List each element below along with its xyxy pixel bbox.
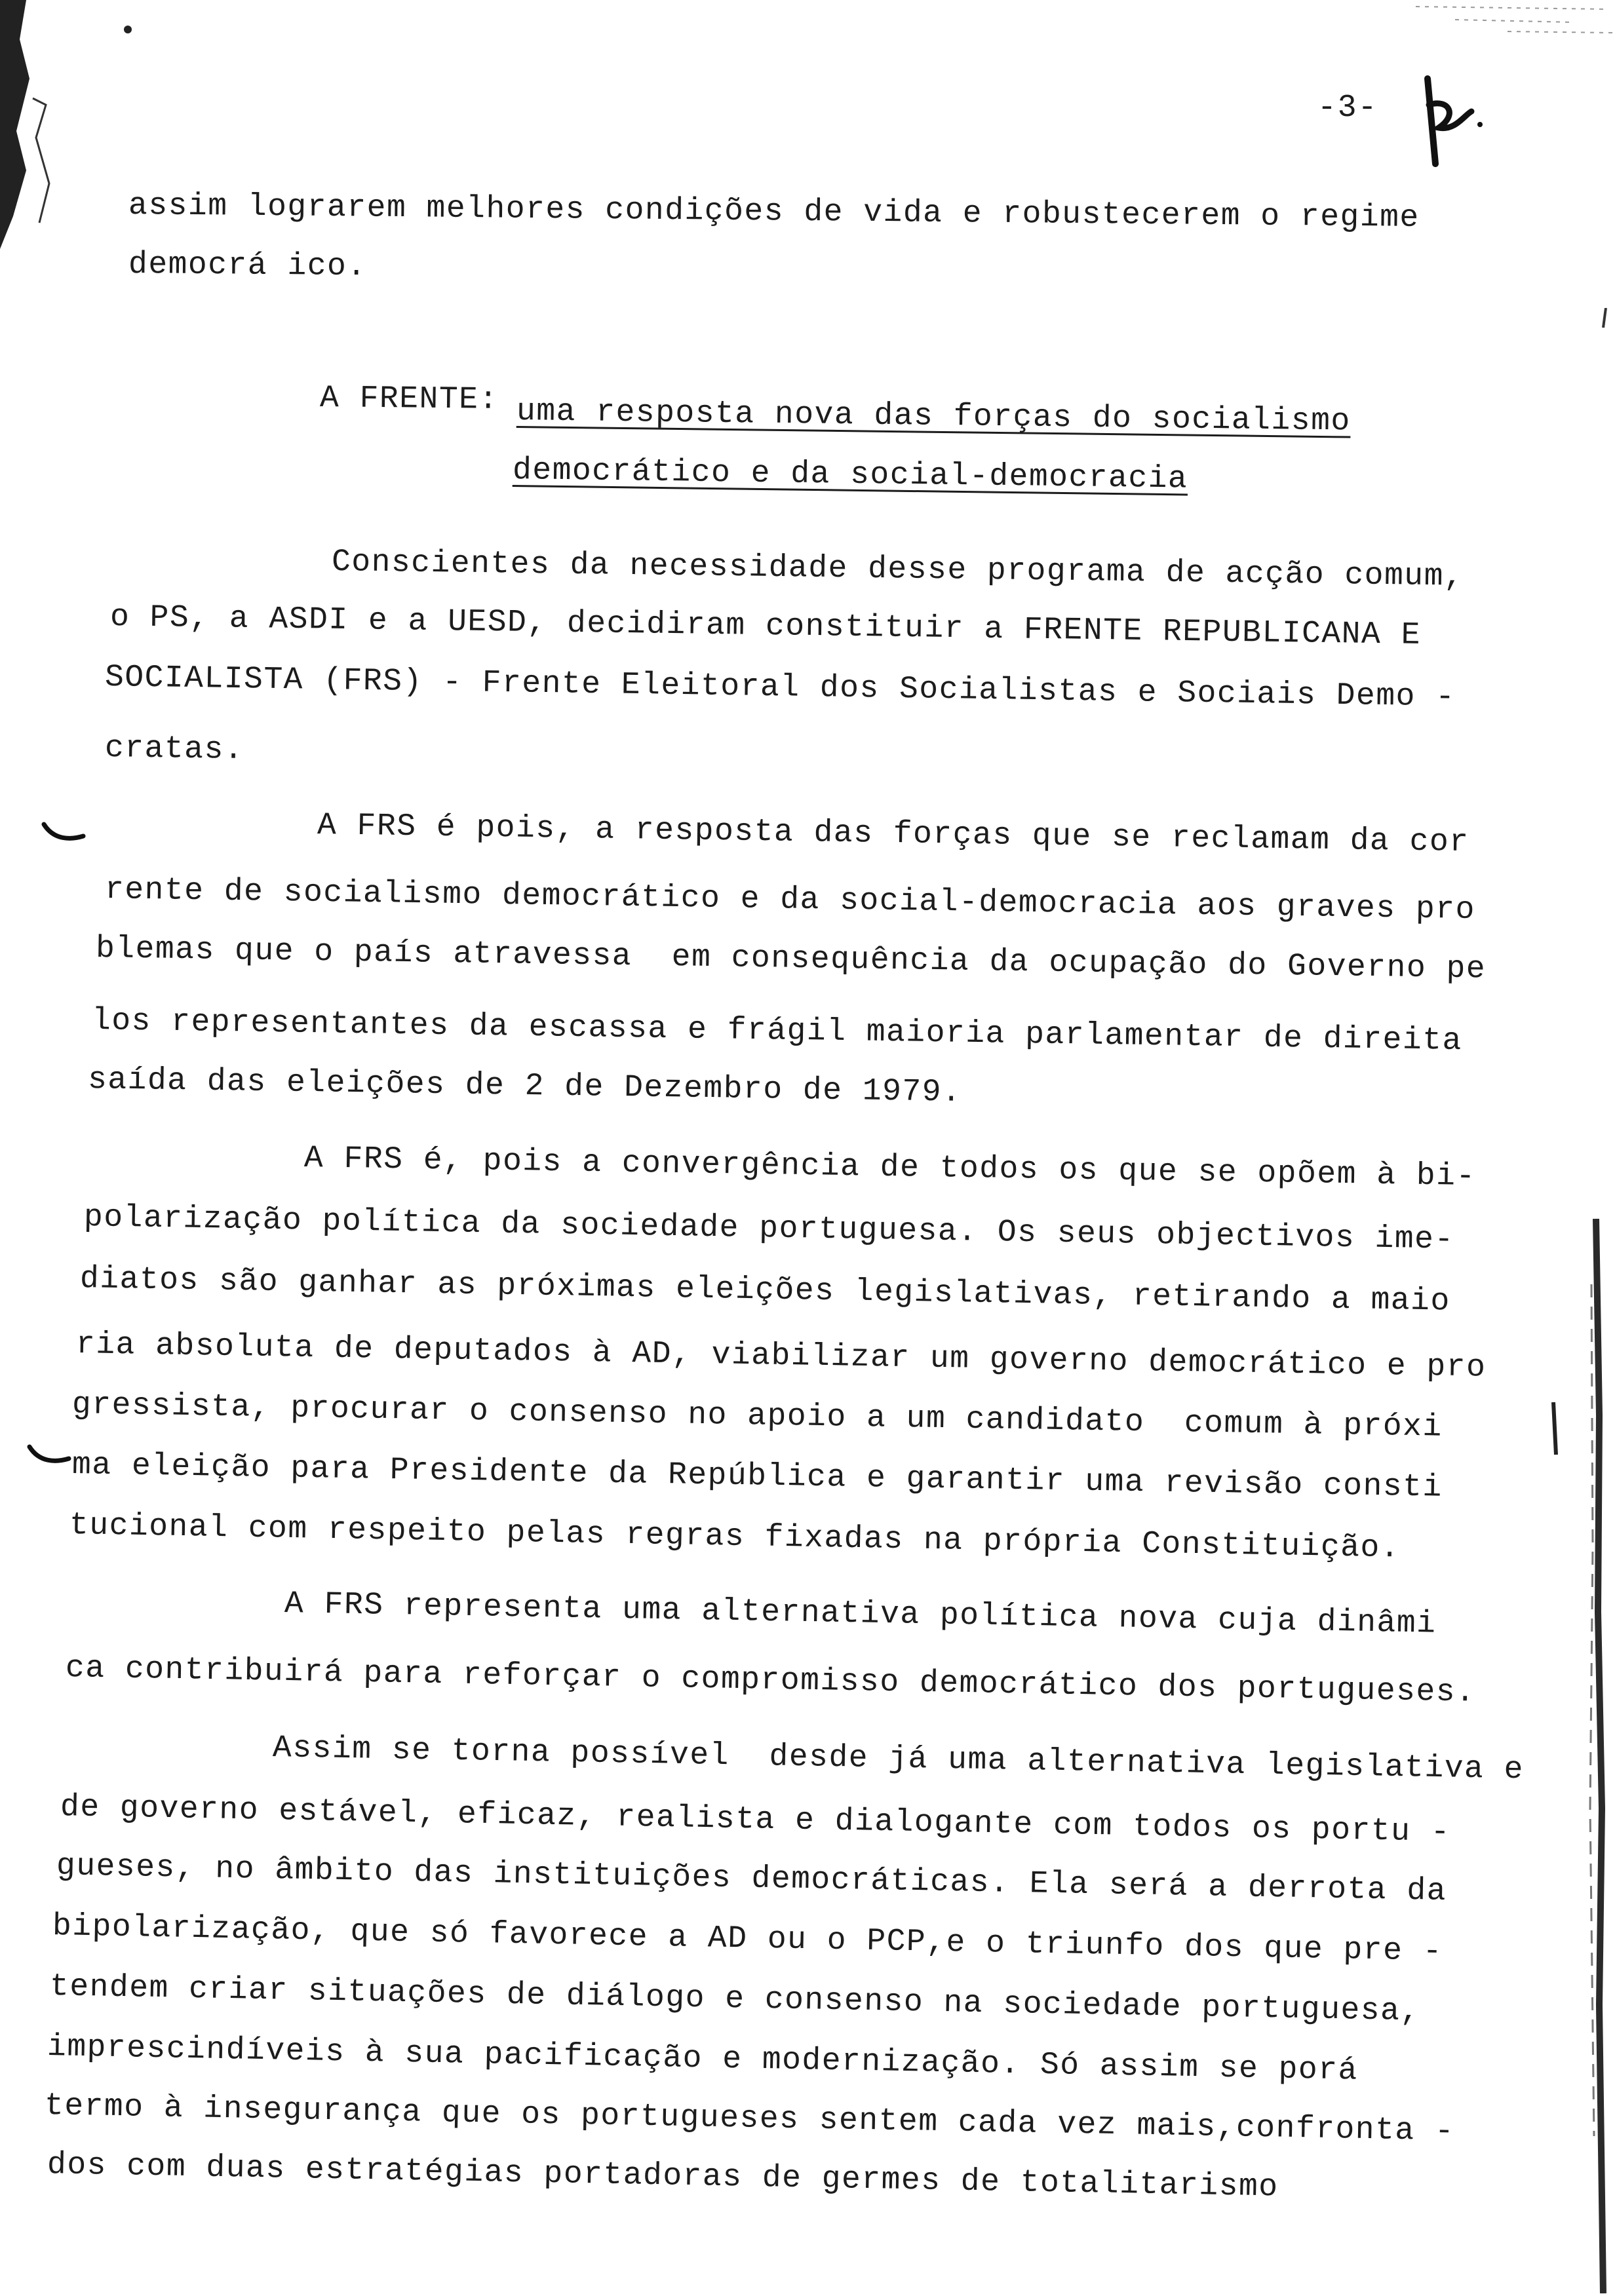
text-line: A FRS é, pois a convergência de todos os que se opõem à bi- xyxy=(303,1141,1477,1195)
text-line: polarização política da sociedade portuguesa. Os seus objectivos ime- xyxy=(83,1200,1455,1258)
scan-speck xyxy=(118,16,138,43)
text-line: Assim se torna possível desde já uma alternativa legislativa e xyxy=(272,1731,1525,1788)
text-line: rente de socialismo democrático e da social-democracia aos graves pro xyxy=(104,872,1476,928)
scan-edge-top xyxy=(1376,0,1615,46)
text-line: democrá ico. xyxy=(128,247,367,285)
page-number: -3- xyxy=(1317,90,1378,126)
text-line: tucional com respeito pelas regras fixadas na própria Constituição. xyxy=(69,1508,1401,1567)
text-line: ria absoluta de deputados à AD, viabilizar um governo democrático e pro xyxy=(75,1327,1487,1386)
scan-edge-left xyxy=(0,0,59,275)
margin-bracket-mark xyxy=(26,1442,72,1468)
text-line: SOCIALISTA (FRS) - Frente Eleitoral dos Socialistas e Sociais Demo - xyxy=(104,660,1456,716)
text-line: los representantes da escassa e frágil maioria parlamentar de direita xyxy=(91,1003,1463,1060)
text-line: ca contribuirá para reforçar o compromisso democrático dos portugueses. xyxy=(65,1651,1476,1711)
text-line: termo à insegurança que os portugueses sentem cada vez mais,confronta - xyxy=(44,2088,1455,2150)
text-line: o PS, a ASDI e a UESD, decidiram constituir a FRENTE REPUBLICANA E xyxy=(109,600,1422,653)
text-line: tendem criar situações de diálogo e consenso na sociedade portuguesa, xyxy=(49,1969,1421,2030)
text-line: blemas que o país atravessa em consequência da ocupação do Governo pe xyxy=(95,931,1487,987)
scan-edge-right xyxy=(1534,1219,1615,2293)
text-line: assim lograrem melhores condições de vida e robustecerem o regime xyxy=(128,188,1420,236)
text-line: bipolarização, que só favorece a AD ou o PCP,e o triunfo dos que pre - xyxy=(52,1909,1443,1970)
text-line: de governo estável, eficaz, realista e dialogante com todos os portu - xyxy=(60,1789,1451,1850)
text-line: gressista, procurar o consenso no apoio a um candidato comum à próxi xyxy=(71,1387,1443,1445)
margin-bracket-mark xyxy=(41,819,87,845)
text-line: cratas. xyxy=(104,731,244,768)
text-line: A FRS é pois, a resposta das forças que se reclamam da cor xyxy=(317,808,1469,861)
handwritten-initials xyxy=(1409,66,1488,177)
text-line: dos com duas estratégias portadoras de germes de totalitarismo xyxy=(47,2147,1279,2206)
text-line: A FRS representa uma alternativa política nova cuja dinâmi xyxy=(284,1586,1437,1642)
text-line: Conscientes da necessidade desse programa de acção comum, xyxy=(331,545,1464,595)
section-heading-line-1: uma resposta nova das forças do socialismo xyxy=(516,394,1352,440)
section-heading-line-2: democrático e da social-democracia xyxy=(512,453,1188,497)
text-line: saída das eleições de 2 de Dezembro de 1979. xyxy=(87,1062,962,1111)
text-line: imprescindíveis à sua pacificação e modernização. Só assim se porá xyxy=(47,2029,1359,2089)
scan-speck xyxy=(1599,308,1612,347)
text-line: ma eleição para Presidente da República e garantir uma revisão consti xyxy=(71,1447,1443,1506)
section-heading-prefix: A FRENTE: xyxy=(319,381,499,418)
text-line: gueses, no âmbito das instituições democráticas. Ela será a derrota da xyxy=(56,1848,1447,1909)
text-line: diatos são ganhar as próximas eleições legislativas, retirando a maio xyxy=(79,1261,1451,1320)
